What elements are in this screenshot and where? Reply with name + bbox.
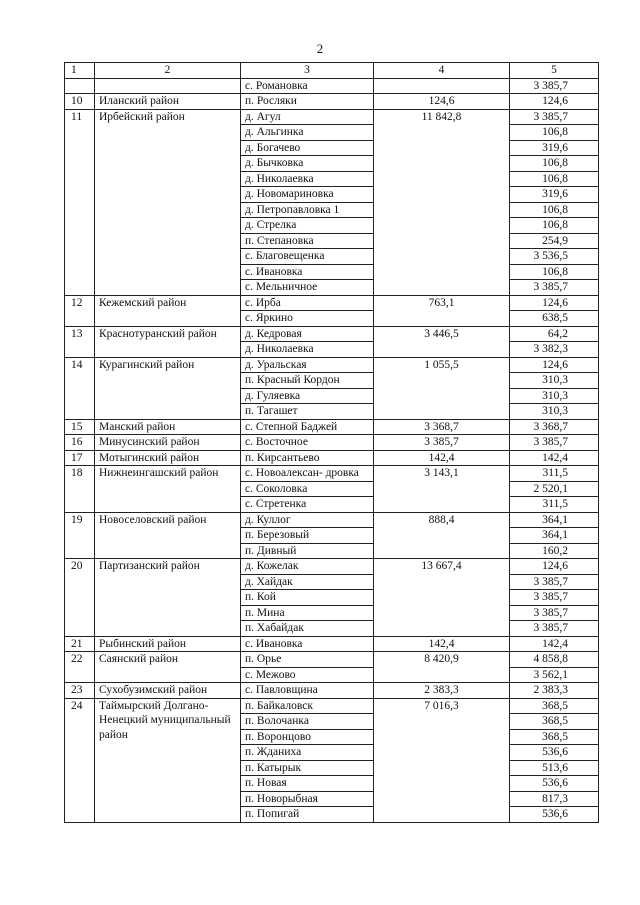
district-total: 3 368,7 bbox=[374, 419, 510, 435]
header-cell-2: 2 bbox=[95, 63, 241, 79]
settlement-amount: 106,8 bbox=[510, 202, 599, 218]
district-name: Краснотуранский район bbox=[95, 326, 241, 357]
settlement-name: д. Альгинка bbox=[241, 125, 374, 141]
settlement-amount: 124,6 bbox=[510, 559, 599, 575]
settlement-amount: 3 385,7 bbox=[510, 621, 599, 637]
settlement-name: с. Ивановка bbox=[241, 636, 374, 652]
district-name: Таймырский Долгано-Ненецкий муниципальный район bbox=[95, 698, 241, 822]
district-name: Курагинский район bbox=[95, 357, 241, 419]
row-number: 22 bbox=[65, 652, 95, 683]
district-name: Сухобузимский район bbox=[95, 683, 241, 699]
settlement-amount: 254,9 bbox=[510, 233, 599, 249]
settlement-name: п. Попигай bbox=[241, 807, 374, 823]
row-number: 16 bbox=[65, 435, 95, 451]
settlement-amount: 310,3 bbox=[510, 404, 599, 420]
settlement-name: п. Мина bbox=[241, 605, 374, 621]
settlement-amount: 3 385,7 bbox=[510, 109, 599, 125]
settlement-amount: 106,8 bbox=[510, 156, 599, 172]
settlement-name: п. Степановка bbox=[241, 233, 374, 249]
settlement-amount: 142,4 bbox=[510, 636, 599, 652]
district-total: 8 420,9 bbox=[374, 652, 510, 683]
settlement-name: п. Росляки bbox=[241, 94, 374, 110]
settlement-name: д. Петропавловка 1 bbox=[241, 202, 374, 218]
table-row bbox=[65, 326, 599, 342]
district-total: 888,4 bbox=[374, 512, 510, 559]
row-number: 20 bbox=[65, 559, 95, 637]
district-name: Рыбинский район bbox=[95, 636, 241, 652]
header-cell-3: 3 bbox=[241, 63, 374, 79]
district-name: Нижнеингашский район bbox=[95, 466, 241, 513]
settlement-name: п. Новая bbox=[241, 776, 374, 792]
district-total: 11 842,8 bbox=[374, 109, 510, 295]
settlement-amount: 106,8 bbox=[510, 218, 599, 234]
table-row bbox=[65, 652, 599, 668]
settlement-name: п. Дивный bbox=[241, 543, 374, 559]
settlement-amount: 106,8 bbox=[510, 264, 599, 280]
settlement-amount: 319,6 bbox=[510, 140, 599, 156]
row-number: 23 bbox=[65, 683, 95, 699]
settlement-amount: 3 385,7 bbox=[510, 574, 599, 590]
settlement-amount: 3 562,1 bbox=[510, 667, 599, 683]
settlement-amount: 4 858,8 bbox=[510, 652, 599, 668]
district-name: Саянский район bbox=[95, 652, 241, 683]
settlement-name: п. Березовый bbox=[241, 528, 374, 544]
settlement-amount: 368,5 bbox=[510, 729, 599, 745]
district-total: 2 383,3 bbox=[374, 683, 510, 699]
district-total: 7 016,3 bbox=[374, 698, 510, 822]
district-total: 3 143,1 bbox=[374, 466, 510, 513]
district-total: 142,4 bbox=[374, 636, 510, 652]
settlement-name: д. Хайдак bbox=[241, 574, 374, 590]
table-row bbox=[65, 295, 599, 311]
settlement-name: д. Богачево bbox=[241, 140, 374, 156]
table-body bbox=[65, 78, 599, 822]
district-name: Минусинский район bbox=[95, 435, 241, 451]
row-number: 24 bbox=[65, 698, 95, 822]
header-row bbox=[65, 63, 599, 79]
settlement-amount: 311,5 bbox=[510, 466, 599, 482]
row-number: 11 bbox=[65, 109, 95, 295]
settlement-name: с. Ивановка bbox=[241, 264, 374, 280]
district-name: Партизанский район bbox=[95, 559, 241, 637]
settlement-name: п. Жданиха bbox=[241, 745, 374, 761]
settlement-name: п. Красный Кордон bbox=[241, 373, 374, 389]
district-name: Новоселовский район bbox=[95, 512, 241, 559]
settlement-name: с. Мельничное bbox=[241, 280, 374, 296]
settlement-amount: 513,6 bbox=[510, 760, 599, 776]
header-cell-5: 5 bbox=[510, 63, 599, 79]
district-total: 3 385,7 bbox=[374, 435, 510, 451]
settlement-amount: 364,1 bbox=[510, 528, 599, 544]
district-name bbox=[95, 78, 241, 94]
settlement-amount: 536,6 bbox=[510, 745, 599, 761]
district-total: 142,4 bbox=[374, 450, 510, 466]
table-row bbox=[65, 450, 599, 466]
settlement-amount: 124,6 bbox=[510, 295, 599, 311]
row-number: 15 bbox=[65, 419, 95, 435]
table-row bbox=[65, 636, 599, 652]
settlement-name: д. Николаевка bbox=[241, 342, 374, 358]
settlement-amount: 638,5 bbox=[510, 311, 599, 327]
settlement-name: д. Николаевка bbox=[241, 171, 374, 187]
settlement-name: с. Межово bbox=[241, 667, 374, 683]
header-cell-4: 4 bbox=[374, 63, 510, 79]
settlement-name: д. Стрелка bbox=[241, 218, 374, 234]
settlement-name: с. Благовещенка bbox=[241, 249, 374, 265]
settlement-name: п. Орье bbox=[241, 652, 374, 668]
subsidy-table bbox=[64, 62, 599, 823]
settlement-name: п. Воронцово bbox=[241, 729, 374, 745]
settlement-name: с. Романовка bbox=[241, 78, 374, 94]
settlement-name: с. Соколовка bbox=[241, 481, 374, 497]
table-row bbox=[65, 435, 599, 451]
row-number bbox=[65, 78, 95, 94]
settlement-amount: 3 385,7 bbox=[510, 590, 599, 606]
settlement-amount: 311,5 bbox=[510, 497, 599, 513]
settlement-amount: 310,3 bbox=[510, 388, 599, 404]
table-row bbox=[65, 559, 599, 575]
settlement-amount: 3 385,7 bbox=[510, 435, 599, 451]
settlement-amount: 364,1 bbox=[510, 512, 599, 528]
district-name: Ирбейский район bbox=[95, 109, 241, 295]
settlement-name: д. Агул bbox=[241, 109, 374, 125]
settlement-amount: 64,2 bbox=[510, 326, 599, 342]
settlement-amount: 106,8 bbox=[510, 125, 599, 141]
district-name: Иланский район bbox=[95, 94, 241, 110]
row-number: 19 bbox=[65, 512, 95, 559]
header-cell-1: 1 bbox=[65, 63, 95, 79]
settlement-amount: 536,6 bbox=[510, 776, 599, 792]
table-row bbox=[65, 94, 599, 110]
settlement-amount: 310,3 bbox=[510, 373, 599, 389]
row-number: 12 bbox=[65, 295, 95, 326]
settlement-amount: 142,4 bbox=[510, 450, 599, 466]
table-row bbox=[65, 109, 599, 125]
settlement-name: п. Катырык bbox=[241, 760, 374, 776]
settlement-amount: 368,5 bbox=[510, 714, 599, 730]
district-total: 13 667,4 bbox=[374, 559, 510, 637]
table-row bbox=[65, 466, 599, 482]
row-number: 14 bbox=[65, 357, 95, 419]
settlement-name: п. Волочанка bbox=[241, 714, 374, 730]
settlement-name: с. Стретенка bbox=[241, 497, 374, 513]
settlement-amount: 124,6 bbox=[510, 94, 599, 110]
district-name: Мотыгинский район bbox=[95, 450, 241, 466]
settlement-name: с. Яркино bbox=[241, 311, 374, 327]
district-total bbox=[374, 78, 510, 94]
settlement-amount: 817,3 bbox=[510, 791, 599, 807]
district-total: 1 055,5 bbox=[374, 357, 510, 419]
district-total: 3 446,5 bbox=[374, 326, 510, 357]
settlement-name: п. Тагашет bbox=[241, 404, 374, 420]
settlement-name: д. Кедровая bbox=[241, 326, 374, 342]
settlement-name: с. Ирба bbox=[241, 295, 374, 311]
settlement-name: п. Байкаловск bbox=[241, 698, 374, 714]
settlement-name: с. Павловщина bbox=[241, 683, 374, 699]
settlement-name: д. Куллог bbox=[241, 512, 374, 528]
settlement-amount: 124,6 bbox=[510, 357, 599, 373]
settlement-name: с. Новоалексан- дровка bbox=[241, 466, 374, 482]
settlement-amount: 3 385,7 bbox=[510, 280, 599, 296]
table-row bbox=[65, 683, 599, 699]
settlement-name: п. Хабайдак bbox=[241, 621, 374, 637]
settlement-amount: 106,8 bbox=[510, 171, 599, 187]
district-total: 124,6 bbox=[374, 94, 510, 110]
table-row bbox=[65, 698, 599, 714]
settlement-amount: 3 385,7 bbox=[510, 78, 599, 94]
settlement-amount: 3 368,7 bbox=[510, 419, 599, 435]
settlement-amount: 3 385,7 bbox=[510, 605, 599, 621]
row-number: 10 bbox=[65, 94, 95, 110]
settlement-name: п. Кирсантьево bbox=[241, 450, 374, 466]
table-row bbox=[65, 357, 599, 373]
district-name: Манский район bbox=[95, 419, 241, 435]
settlement-name: д. Бычковка bbox=[241, 156, 374, 172]
settlement-name: д. Кожелак bbox=[241, 559, 374, 575]
page-number: 2 bbox=[316, 41, 324, 56]
settlement-amount: 368,5 bbox=[510, 698, 599, 714]
district-total: 763,1 bbox=[374, 295, 510, 326]
district-name: Кежемский район bbox=[95, 295, 241, 326]
table-row bbox=[65, 78, 599, 94]
row-number: 18 bbox=[65, 466, 95, 513]
row-number: 21 bbox=[65, 636, 95, 652]
settlement-amount: 3 536,5 bbox=[510, 249, 599, 265]
row-number: 17 bbox=[65, 450, 95, 466]
settlement-amount: 3 382,3 bbox=[510, 342, 599, 358]
settlement-name: п. Кой bbox=[241, 590, 374, 606]
table-row bbox=[65, 512, 599, 528]
settlement-amount: 160,2 bbox=[510, 543, 599, 559]
settlement-name: д. Гуляевка bbox=[241, 388, 374, 404]
settlement-amount: 319,6 bbox=[510, 187, 599, 203]
settlement-name: с. Восточное bbox=[241, 435, 374, 451]
settlement-name: с. Степной Баджей bbox=[241, 419, 374, 435]
table-row bbox=[65, 419, 599, 435]
settlement-amount: 2 520,1 bbox=[510, 481, 599, 497]
settlement-name: п. Новорыбная bbox=[241, 791, 374, 807]
settlement-name: д. Уральская bbox=[241, 357, 374, 373]
settlement-amount: 536,6 bbox=[510, 807, 599, 823]
row-number: 13 bbox=[65, 326, 95, 357]
settlement-name: д. Новомариновка bbox=[241, 187, 374, 203]
settlement-amount: 2 383,3 bbox=[510, 683, 599, 699]
